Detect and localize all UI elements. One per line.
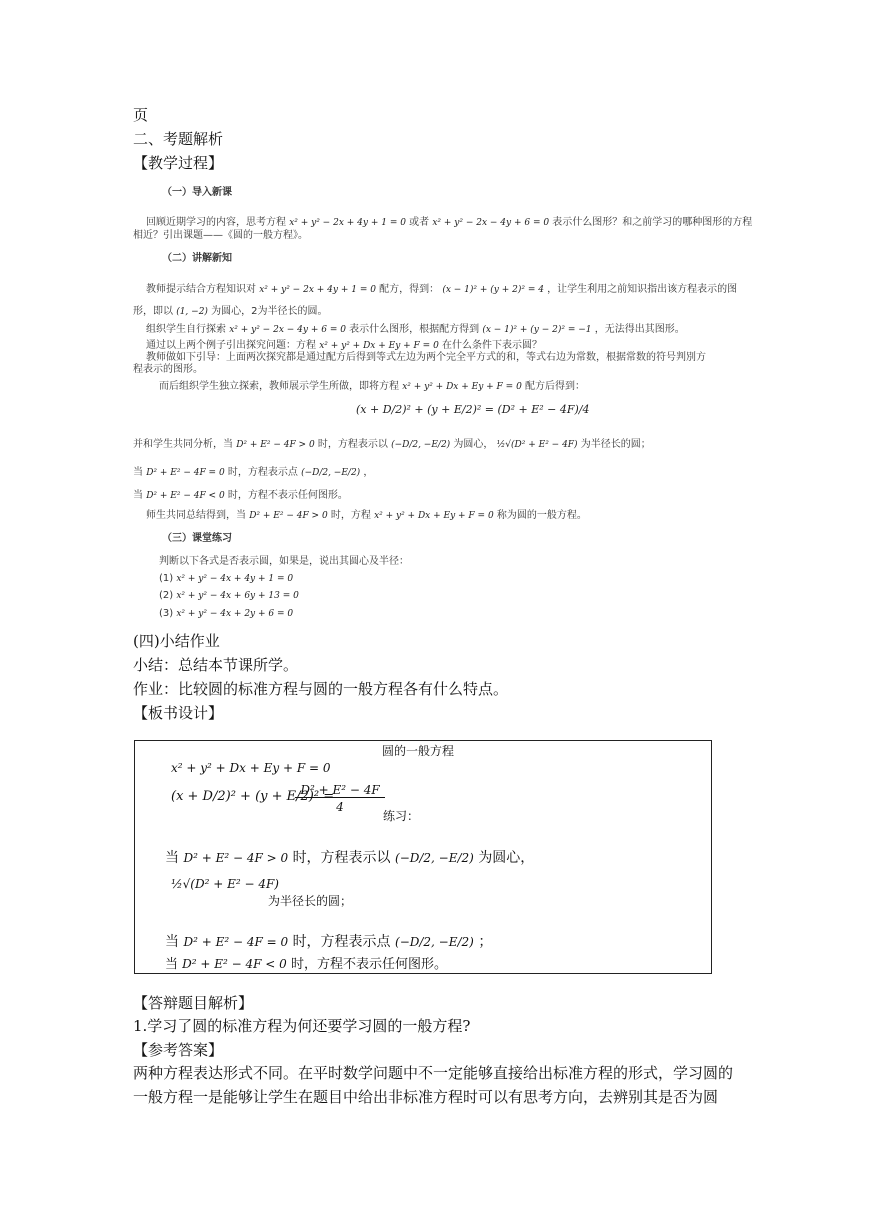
board-heading: 圆的一般方程 xyxy=(382,744,455,758)
part2-line2: 形，即以 (1, −2) 为圆心，2为半径长的圆。 xyxy=(133,306,328,317)
page-mark: 页 xyxy=(133,106,149,124)
exercise-1: (1) x² + y² − 4x + 4y + 1 = 0 xyxy=(159,573,294,584)
fraction-numerator: D² + E² − 4F xyxy=(295,783,385,798)
equation: D² + E² − 4F < 0 xyxy=(182,957,287,971)
equation: (−D/2, −E/2) xyxy=(391,440,451,450)
equation: x² + y² − 2x + 4y + 1 = 0 xyxy=(259,285,376,295)
equation: D² + E² − 4F > 0 xyxy=(236,440,315,450)
practice-label: 练习： xyxy=(383,809,420,823)
radius-expression: ½√(D² + E² − 4F) xyxy=(171,877,279,891)
teaching-process-heading: 【教学过程】 xyxy=(133,154,224,172)
part2-line10: 当 D² + E² − 4F = 0 时，方程表示点 (−D/2, −E/2) ， xyxy=(133,467,374,478)
part1-title: （一）导入新课 xyxy=(162,187,232,198)
equation: x² + y² − 4x + 6y + 13 = 0 xyxy=(176,591,299,601)
equation: x² + y² − 4x + 4y + 1 = 0 xyxy=(176,574,294,584)
summary-title: (四)小结作业 xyxy=(133,632,220,650)
section-title: 二、考题解析 xyxy=(133,130,224,148)
board-design-heading: 【板书设计】 xyxy=(133,704,224,722)
equation: x² + y² + Dx + Ey + F = 0 xyxy=(402,382,522,392)
part2-line7: 而后组织学生独立探索，教师展示学生所做，即将方程 x² + y² + Dx + Ey + F = 0 配方后得到： xyxy=(159,381,585,392)
part2-title: （二）讲解新知 xyxy=(162,253,232,264)
answer-paragraph-line2: 一般方程一是能够让学生在题目中给出非标准方程时可以有思考方向，去辨别其是否为圆 xyxy=(133,1088,719,1106)
exercise-2: (2) x² + y² − 4x + 6y + 13 = 0 xyxy=(159,590,299,601)
completed-square-lhs: (x + D/2)² + (y + E/2)² = xyxy=(171,789,335,804)
fraction-denominator: 4 xyxy=(336,800,344,814)
condition-none: 当 D² + E² − 4F < 0 时，方程不表示任何图形。 xyxy=(165,957,447,972)
part2-line12: 师生共同总结得到，当 D² + E² − 4F > 0 时，方程 x² + y² + Dx + Ey + F = 0 称为圆的一般方程。 xyxy=(146,510,587,521)
exercise-3: (3) x² + y² − 4x + 2y + 6 = 0 xyxy=(159,608,294,619)
defense-heading: 【答辩题目解析】 xyxy=(133,994,254,1012)
part3-title: （三）课堂练习 xyxy=(162,533,232,544)
equation: x² + y² − 2x − 4y + 6 = 0 xyxy=(229,325,346,335)
part1-line1: 回顾近期学习的内容，思考方程 x² + y² − 2x + 4y + 1 = 0 或者 x² + y² − 2x − 4y + 6 = 0 表示什么图形？和之前学习的哪种图形的方程 xyxy=(146,217,753,228)
equation: (−D/2, −E/2) xyxy=(395,851,474,865)
equation: D² + E² − 4F < 0 xyxy=(146,491,225,501)
condition-circle: 当 D² + E² − 4F > 0 时，方程表示以 (−D/2, −E/2) 为圆心， xyxy=(165,850,535,866)
equation: x² + y² + Dx + Ey + F = 0 xyxy=(319,341,439,351)
part2-line9: 并和学生共同分析，当 D² + E² − 4F > 0 时，方程表示以 (−D/2, −E/2) 为圆心， ½√(D² + E² − 4F) 为半径长的圆； xyxy=(133,439,651,450)
completed-square-equation: (x + D/2)² + (y + E/2)² = (D² + E² − 4F)/4 xyxy=(356,403,590,416)
equation: (−D/2, −E/2) xyxy=(395,935,474,949)
homework-line: 作业：比较圆的标准方程与圆的一般方程各有什么特点。 xyxy=(133,680,509,698)
part2-line11: 当 D² + E² − 4F < 0 时，方程不表示任何图形。 xyxy=(133,490,348,501)
part2-line1: 教师提示结合方程知识对 x² + y² − 2x + 4y + 1 = 0 配方，得到： (x − 1)² + (y + 2)² = 4 ，让学生利用之前知识指出该方程表示的图 xyxy=(146,284,738,295)
radius-text: 为半径长的圆； xyxy=(268,894,353,908)
equation: (x − 1)² + (y − 2)² = −1 xyxy=(482,325,592,335)
equation: D² + E² − 4F > 0 xyxy=(249,511,328,521)
equation: D² + E² − 4F = 0 xyxy=(146,468,225,478)
part2-line6: 程表示的图形。 xyxy=(133,364,203,375)
equation: D² + E² − 4F > 0 xyxy=(183,851,289,865)
equation: (−D/2, −E/2) xyxy=(301,468,361,478)
equation: ½√(D² + E² − 4F) xyxy=(496,440,578,450)
defense-question: 1.学习了圆的标准方程为何还要学习圆的一般方程? xyxy=(133,1017,471,1035)
part2-line3: 组织学生自行探索 x² + y² − 2x − 4y + 6 = 0 表示什么图形，根据配方得到 (x − 1)² + (y − 2)² = −1 ，无法得出其图形。 xyxy=(146,324,685,335)
part2-line5: 教师做如下引导：上面两次探究都是通过配方后得到等式左边为两个完全平方式的和，等式右边为常数，根据常数的符号判別方 xyxy=(146,352,706,363)
part2-line4: 通过以上两个例子引出探究问题：方程 x² + y² + Dx + Ey + F = 0 在什么条件下表示圆？ xyxy=(146,340,542,351)
part1-line2: 相近？引出课题——《圆的一般方程》。 xyxy=(133,230,308,241)
answer-paragraph-line1: 两种方程表达形式不同。在平时数学问题中不一定能够直接给出标准方程的形式，学习圆的 xyxy=(133,1064,734,1082)
equation: (1, −2) xyxy=(176,307,208,317)
equation: x² + y² − 2x − 4y + 6 = 0 xyxy=(432,218,550,228)
summary-line: 小结：总结本节课所学。 xyxy=(133,656,299,674)
general-equation: x² + y² + Dx + Ey + F = 0 xyxy=(171,761,331,775)
equation: x² + y² − 2x + 4y + 1 = 0 xyxy=(289,218,406,228)
condition-point: 当 D² + E² − 4F = 0 时，方程表示点 (−D/2, −E/2) ； xyxy=(165,934,493,950)
part3-instruction: 判断以下各式是否表示圆，如果是，说出其圆心及半径： xyxy=(159,556,409,567)
equation: D² + E² − 4F = 0 xyxy=(183,935,289,949)
board-design-box xyxy=(134,740,712,974)
equation: x² + y² + Dx + Ey + F = 0 xyxy=(374,511,494,521)
equation: (x − 1)² + (y + 2)² = 4 xyxy=(442,285,544,295)
equation: x² + y² − 4x + 2y + 6 = 0 xyxy=(176,609,294,619)
reference-answer-heading: 【参考答案】 xyxy=(133,1041,224,1059)
